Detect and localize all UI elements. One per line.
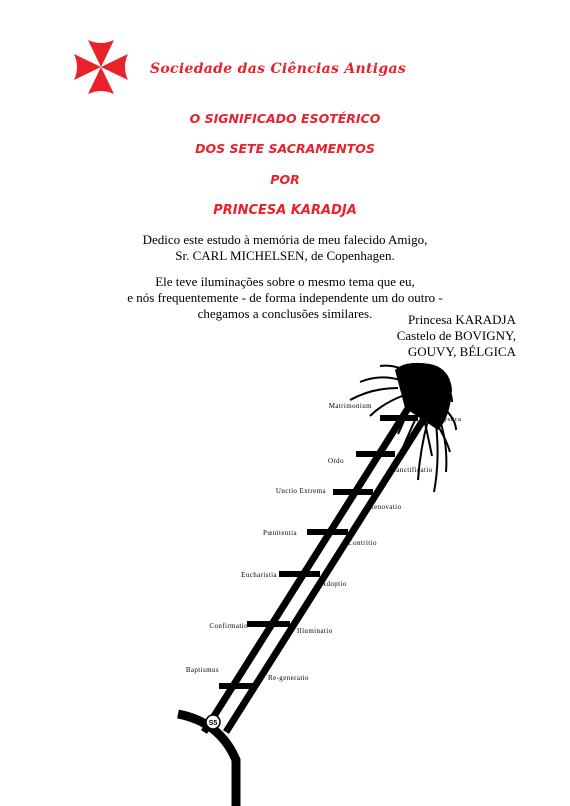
ladder-label-right: Illuminatio xyxy=(297,627,333,635)
ladder-label-right: Re-generatio xyxy=(268,674,309,682)
ladder-right-rail xyxy=(226,406,432,732)
dedication-line: Ele teve iluminações sobre o mesmo tema que eu, xyxy=(155,274,415,289)
signature-block xyxy=(397,312,516,360)
signature-line: GOUVY, BÉLGICA xyxy=(407,344,516,359)
ladder-label-right: Sanctificatio xyxy=(392,466,433,474)
dedication-line: chegamos a conclusões similares. xyxy=(197,306,373,321)
ladder-label-left: Eucharistia xyxy=(241,571,277,579)
author-name: PRINCESA KARADJA xyxy=(213,203,357,218)
base-mark-label: S5 xyxy=(208,720,218,727)
sacraments-ladder-illustration xyxy=(0,360,570,806)
templar-cross-icon xyxy=(74,40,128,94)
ladder-label-right: Contritio xyxy=(348,539,377,547)
ladder-label-left: Baptismus xyxy=(185,666,219,674)
title-line-1: O SIGNIFICADO ESOTÉRICO xyxy=(189,111,381,126)
dedication-line: e nós frequentemente - de forma independente um do outro - xyxy=(127,290,443,305)
ladder-label-left: Pœnitentia xyxy=(263,529,297,537)
signature-line: Castelo de BOVIGNY, xyxy=(396,328,516,343)
ladder-label-right: Renovatio xyxy=(369,503,402,511)
signature-line: Princesa KARADJA xyxy=(408,312,516,327)
ladder-label-left: Confirmatio xyxy=(209,622,248,630)
title-line-3: POR xyxy=(270,172,300,187)
ladder-label-left: Matrimonium xyxy=(328,402,372,410)
dedication-line: Dedico este estudo à memória de meu falecido Amigo, xyxy=(142,232,428,247)
ladder-label-left: Unctio Extrema xyxy=(275,487,326,495)
ladder-label-left: Ordo xyxy=(328,457,344,465)
dedication-paragraph-1 xyxy=(0,232,570,264)
society-name: Sociedade das Ciências Antigas xyxy=(150,61,407,77)
dedication-line: Sr. CARL MICHELSEN, de Copenhagen. xyxy=(175,248,395,263)
ladder-label-right: Adoptio xyxy=(321,580,347,588)
title-line-2: DOS SETE SACRAMENTOS xyxy=(195,141,375,156)
ladder-label-right: Unio Mystica xyxy=(421,416,462,423)
